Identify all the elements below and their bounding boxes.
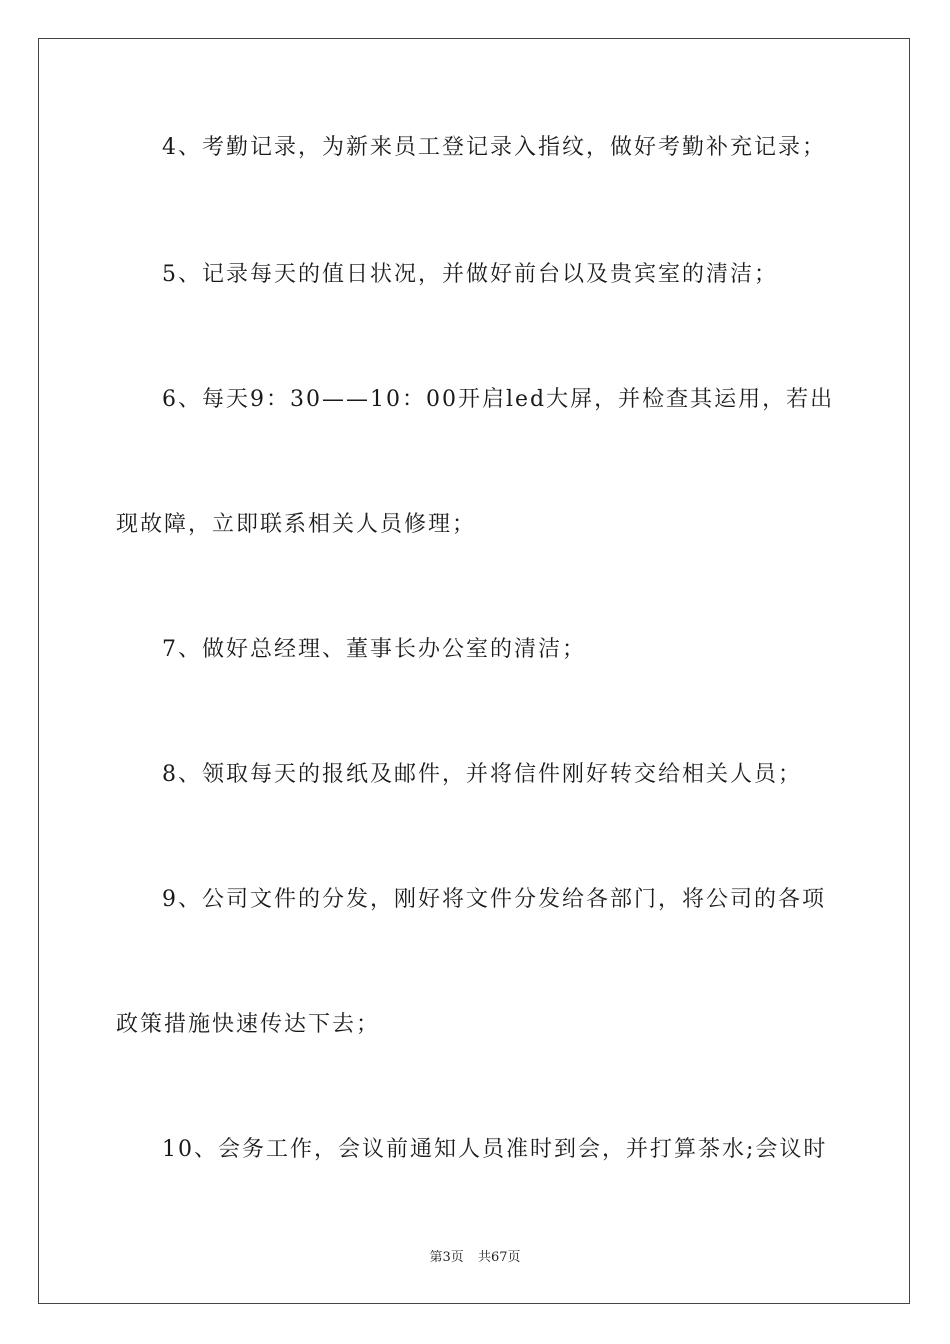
page-border bbox=[38, 38, 910, 1304]
paragraph-item-7: 7、做好总经理、董事长办公室的清洁； bbox=[162, 637, 586, 662]
paragraph-item-4: 4、考勤记录，为新来员工登记录入指纹，做好考勤补充记录； bbox=[162, 135, 826, 160]
page-total: 共67页 bbox=[477, 1250, 521, 1265]
paragraph-item-10: 10、会务工作，会议前通知人员准时到会，并打算茶水;会议时 bbox=[162, 1137, 828, 1162]
paragraph-item-9-line1: 9、公司文件的分发，刚好将文件分发给各部门，将公司的各项 bbox=[162, 887, 826, 912]
paragraph-item-5: 5、记录每天的值日状况，并做好前台以及贵宾室的清洁； bbox=[162, 262, 778, 287]
page-number: 第3页 bbox=[429, 1250, 464, 1265]
paragraph-item-9-line2: 政策措施快速传达下去； bbox=[116, 1012, 381, 1037]
page-footer bbox=[0, 1246, 950, 1265]
paragraph-item-6-line2: 现故障，立即联系相关人员修理； bbox=[116, 512, 477, 537]
paragraph-item-6-line1: 6、每天9：30——10：00开启led大屏，并检查其运用，若出 bbox=[162, 387, 835, 412]
paragraph-item-8: 8、领取每天的报纸及邮件，并将信件刚好转交给相关人员； bbox=[162, 762, 802, 787]
